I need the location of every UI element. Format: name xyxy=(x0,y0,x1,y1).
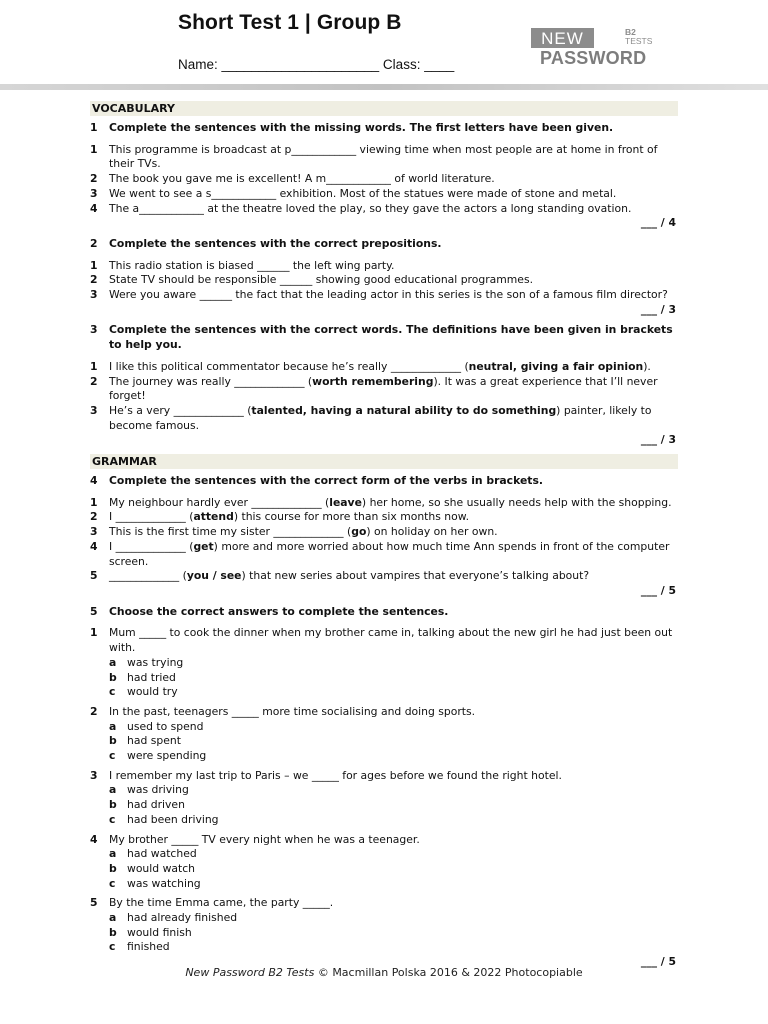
question-items xyxy=(90,143,678,217)
sentence-start: I _____________ ( xyxy=(109,510,194,524)
option-text: would try xyxy=(127,685,178,699)
question-instruction xyxy=(90,323,678,352)
option-text: were spending xyxy=(127,749,207,763)
multiple-choice-item xyxy=(90,626,678,655)
score-box: ___ / 4 xyxy=(640,216,676,230)
option-letter: c xyxy=(109,749,116,763)
name-class-line: Name: _____________________ Class: ____ xyxy=(178,57,455,72)
item-number: 3 xyxy=(90,403,98,417)
option-letter: a xyxy=(109,847,117,861)
page-title: Short Test 1 | Group B xyxy=(178,11,402,34)
sentence-text xyxy=(109,375,678,404)
sentence-item xyxy=(90,273,678,288)
answer-option xyxy=(90,877,678,892)
sentence-item xyxy=(90,569,678,584)
sentence-item xyxy=(90,496,678,511)
question-number: 4 xyxy=(90,474,98,488)
sentence-item xyxy=(90,143,678,172)
bracket-hint: talented, having a natural ability to do something xyxy=(251,403,557,417)
option-letter: a xyxy=(109,911,117,925)
score-box: ___ / 5 xyxy=(640,583,676,597)
sentence-end: ) this course for more than six months now. xyxy=(233,510,470,524)
answer-option xyxy=(90,720,678,735)
sentence-start: He’s a very _____________ ( xyxy=(109,403,252,417)
answer-option xyxy=(90,671,678,686)
sentence-start: The journey was really _____________ ( xyxy=(109,374,313,388)
question-items xyxy=(90,496,678,584)
option-text: was driving xyxy=(127,783,189,797)
item-number: 4 xyxy=(90,832,98,846)
option-text: had watched xyxy=(127,847,197,861)
option-letter: b xyxy=(109,670,117,684)
question-instruction xyxy=(90,237,678,252)
sentence-text xyxy=(109,496,678,511)
test-content xyxy=(90,101,678,976)
sentence-text: State TV should be responsible ______ showing good educational programmes. xyxy=(109,273,534,287)
item-number: 1 xyxy=(90,258,98,272)
question-items xyxy=(90,360,678,434)
item-number: 1 xyxy=(90,359,98,373)
question-number: 1 xyxy=(90,121,98,134)
answer-option xyxy=(90,783,678,798)
option-letter: c xyxy=(109,685,116,699)
multiple-choice-item xyxy=(90,769,678,784)
sentence-item xyxy=(90,187,678,202)
item-number: 1 xyxy=(90,626,98,640)
option-text: had driven xyxy=(127,798,185,812)
bracket-hint: neutral, giving a fair opinion xyxy=(468,359,644,373)
logo-b2: B2 xyxy=(625,27,636,37)
sentence-start: This is the first time my sister _____________ ( xyxy=(109,525,352,539)
page-header xyxy=(0,0,768,95)
answer-option xyxy=(90,926,678,941)
instruction-text: Complete the sentences with the missing words. The first letters have been given. xyxy=(109,121,614,134)
item-number: 3 xyxy=(90,186,98,200)
bracket-hint: get xyxy=(193,539,214,553)
sentence-end: ) more and more worried about how much time Ann spends in front of the computer screen. xyxy=(109,539,670,568)
sentence-start: My neighbour hardly ever _____________ ( xyxy=(109,495,330,509)
question-items xyxy=(90,626,678,955)
footer xyxy=(0,966,768,979)
sentence-item xyxy=(90,525,678,540)
header-divider xyxy=(0,84,768,90)
option-text: had tried xyxy=(127,670,176,684)
new-password-logo xyxy=(531,28,661,70)
item-number: 2 xyxy=(90,172,98,186)
bracket-hint: go xyxy=(351,525,367,539)
option-text: would finish xyxy=(127,925,192,939)
multiple-choice-item xyxy=(90,833,678,848)
sentence-text: Mum _____ to cook the dinner when my brother came in, talking about the new girl he had just been out with. xyxy=(109,626,673,655)
section-heading-grammar: GRAMMAR xyxy=(90,454,678,469)
sentence-start: I _____________ ( xyxy=(109,539,194,553)
option-text: used to spend xyxy=(127,719,204,733)
score-box: ___ / 3 xyxy=(640,302,676,316)
sentence-text: The book you gave me is excellent! A m____________ of world literature. xyxy=(109,172,495,186)
sentence-text xyxy=(109,404,678,433)
sentence-text xyxy=(109,510,678,525)
sentence-start: I like this political commentator because he’s really _____________ ( xyxy=(109,359,469,373)
option-letter: a xyxy=(109,655,117,669)
sentence-text xyxy=(109,540,678,569)
multiple-choice-item xyxy=(90,705,678,720)
sentence-item xyxy=(90,202,678,217)
sentence-item xyxy=(90,259,678,274)
sentence-item xyxy=(90,375,678,404)
footer-copyright: © Macmillan Polska 2016 & 2022 Photocopiable xyxy=(314,966,583,979)
option-letter: a xyxy=(109,783,117,797)
sentence-text: I remember my last trip to Paris – we _____ for ages before we found the right hotel. xyxy=(109,768,562,782)
answer-option xyxy=(90,940,678,955)
question-number: 3 xyxy=(90,323,98,337)
sentence-start: _____________ ( xyxy=(109,569,187,583)
item-number: 1 xyxy=(90,142,98,156)
option-letter: a xyxy=(109,719,117,733)
option-text: finished xyxy=(127,940,170,954)
sentence-text xyxy=(109,360,678,375)
option-letter: b xyxy=(109,861,117,875)
option-text: was watching xyxy=(127,876,201,890)
answer-option xyxy=(90,749,678,764)
question-number: 5 xyxy=(90,604,98,618)
item-number: 4 xyxy=(90,539,98,553)
item-number: 5 xyxy=(90,569,98,583)
sentence-text: The a____________ at the theatre loved the play, so they gave the actors a long standing ovation. xyxy=(109,201,632,215)
bracket-hint: attend xyxy=(193,510,234,524)
sentence-item xyxy=(90,510,678,525)
bracket-hint: worth remembering xyxy=(312,374,434,388)
item-number: 3 xyxy=(90,768,98,782)
question-instruction xyxy=(90,121,678,136)
option-letter: c xyxy=(109,940,116,954)
item-number: 2 xyxy=(90,374,98,388)
item-number: 3 xyxy=(90,288,98,302)
answer-option xyxy=(90,862,678,877)
option-letter: c xyxy=(109,876,116,890)
bracket-hint: you / see xyxy=(186,569,242,583)
sentence-text: This radio station is biased ______ the left wing party. xyxy=(109,258,395,272)
sentence-text: My brother _____ TV every night when he was a teenager. xyxy=(109,832,420,846)
item-number: 2 xyxy=(90,704,98,718)
sentence-end: ) her home, so she usually needs help with the shopping. xyxy=(361,495,672,509)
sentence-item xyxy=(90,404,678,433)
sentence-text: By the time Emma came, the party _____. xyxy=(109,896,334,910)
option-letter: c xyxy=(109,812,116,826)
answer-option xyxy=(90,656,678,671)
sentence-item xyxy=(90,360,678,375)
answer-option xyxy=(90,798,678,813)
sentence-end: ) that new series about vampires that everyone’s talking about? xyxy=(241,569,590,583)
option-letter: b xyxy=(109,734,117,748)
sentence-text: We went to see a s____________ exhibition. Most of the statues were made of stone and metal. xyxy=(109,186,617,200)
answer-option xyxy=(90,685,678,700)
sentence-text: Were you aware ______ the fact that the leading actor in this series is the son of a famous film director? xyxy=(109,288,668,302)
item-number: 4 xyxy=(90,201,98,215)
footer-title: New Password B2 Tests xyxy=(185,966,315,979)
sentence-text: In the past, teenagers _____ more time socialising and doing sports. xyxy=(109,704,476,718)
multiple-choice-item xyxy=(90,896,678,911)
option-text: had been driving xyxy=(127,812,219,826)
item-number: 2 xyxy=(90,273,98,287)
question-instruction xyxy=(90,605,678,620)
logo-new: NEW xyxy=(531,28,594,48)
item-number: 5 xyxy=(90,896,98,910)
logo-password: PASSWORD xyxy=(540,48,647,68)
sentence-text: This programme is broadcast at p____________ viewing time when most people are at home in front of their TVs. xyxy=(109,142,658,171)
instruction-text: Complete the sentences with the correct words. The definitions have been given in brackets to help you. xyxy=(109,323,673,352)
answer-option xyxy=(90,813,678,828)
sentence-text xyxy=(109,525,678,540)
question-items xyxy=(90,259,678,303)
score-box: ___ / 3 xyxy=(640,433,676,447)
sentence-item xyxy=(90,172,678,187)
instruction-text: Complete the sentences with the correct form of the verbs in brackets. xyxy=(109,474,543,488)
question-number: 2 xyxy=(90,236,98,250)
answer-option xyxy=(90,847,678,862)
score-box: ___ / 5 xyxy=(640,955,676,969)
option-text: had spent xyxy=(127,734,181,748)
logo-tests: TESTS xyxy=(625,36,653,46)
sentence-end: ). It was a great experience that I’ll never forget! xyxy=(109,374,658,403)
option-text: was trying xyxy=(127,655,184,669)
bracket-hint: leave xyxy=(329,495,362,509)
option-text: had already finished xyxy=(127,911,238,925)
instruction-text: Choose the correct answers to complete the sentences. xyxy=(109,604,449,618)
sentence-end: ) painter, likely to become famous. xyxy=(109,403,652,432)
sentence-item xyxy=(90,288,678,303)
answer-option xyxy=(90,911,678,926)
sentence-item xyxy=(90,540,678,569)
sentence-end: ). xyxy=(643,359,651,373)
sentence-text xyxy=(109,569,678,584)
option-letter: b xyxy=(109,798,117,812)
item-number: 2 xyxy=(90,510,98,524)
answer-option xyxy=(90,734,678,749)
question-instruction xyxy=(90,474,678,489)
sentence-end: ) on holiday on her own. xyxy=(366,525,498,539)
item-number: 1 xyxy=(90,495,98,509)
section-heading-vocabulary: VOCABULARY xyxy=(90,101,678,116)
option-text: would watch xyxy=(127,861,196,875)
item-number: 3 xyxy=(90,525,98,539)
option-letter: b xyxy=(109,925,117,939)
instruction-text: Complete the sentences with the correct prepositions. xyxy=(109,236,442,250)
